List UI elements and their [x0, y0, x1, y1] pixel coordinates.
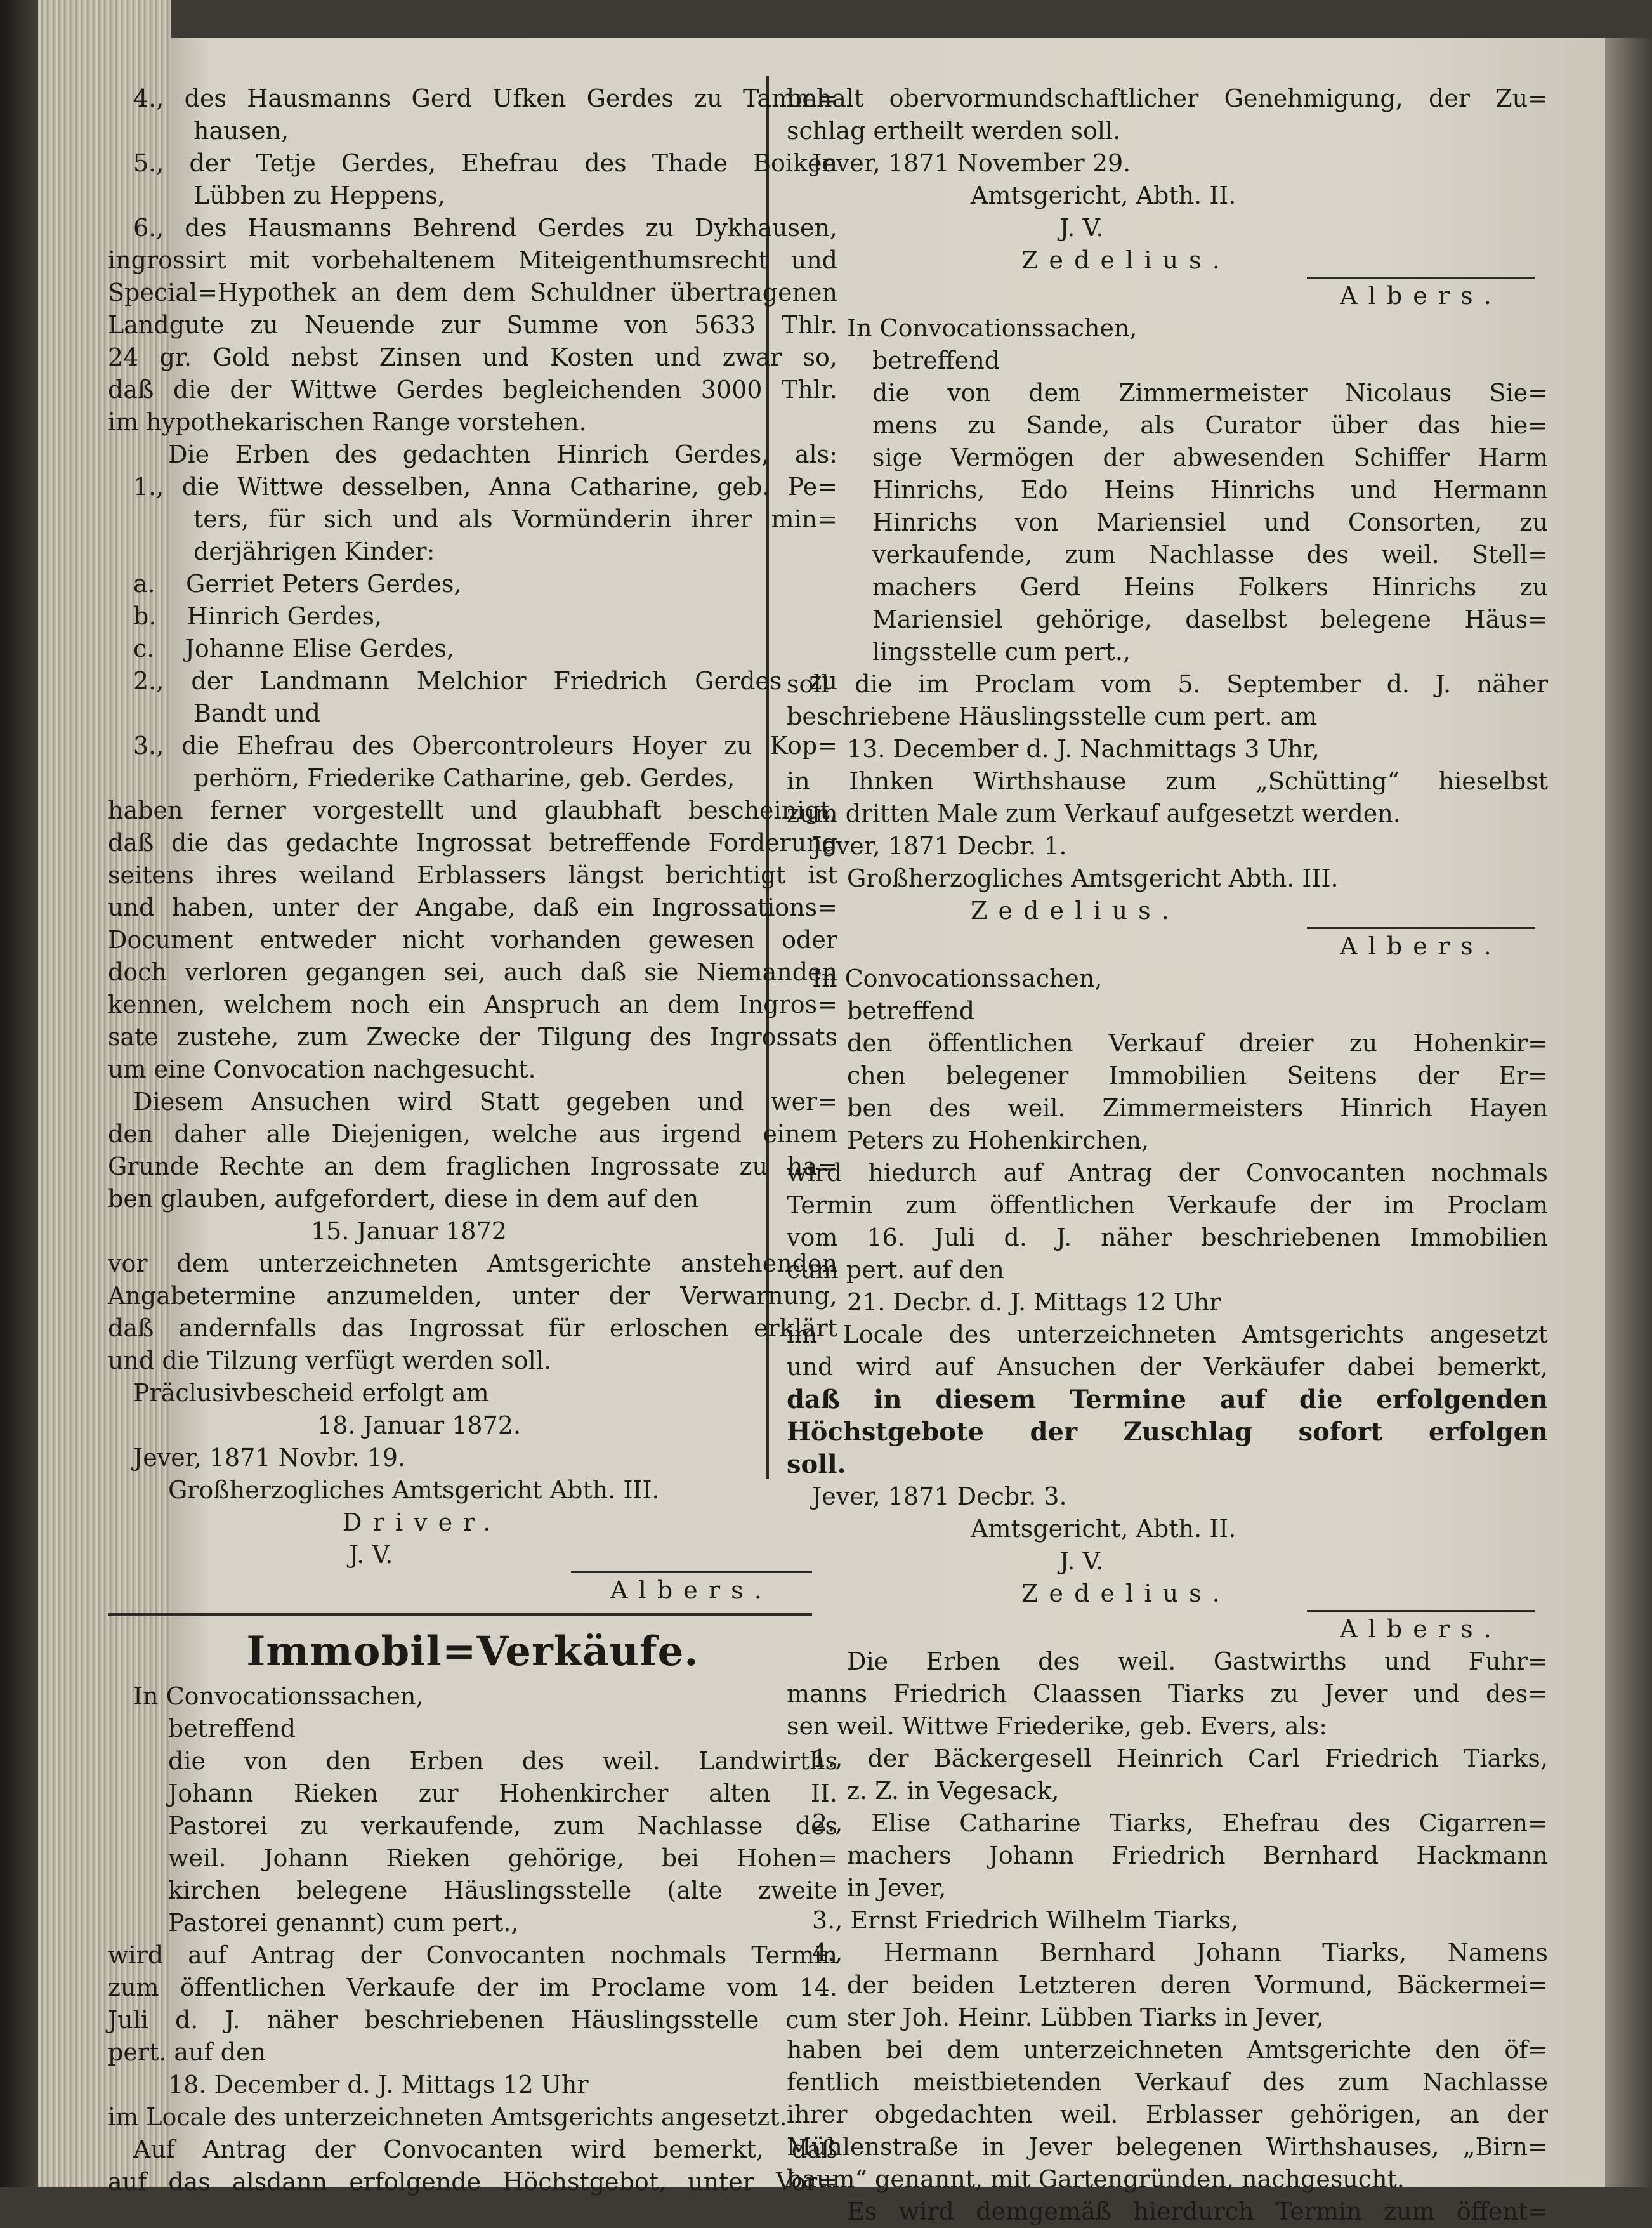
text-line: sen weil. Wittwe Friederike, geb. Evers, als: [787, 1712, 1328, 1740]
clerk-name: Albers. [571, 1571, 812, 1607]
text-line: behalt obervormundschaftlicher Genehmigung, der Zu= [787, 84, 1548, 112]
section-rule [108, 1613, 812, 1616]
text-line: auf das alsdann erfolgende Höchstgebot, unter Vor= [108, 2168, 837, 2196]
text-line: im hypothekarischen Range vorstehen. [108, 408, 587, 436]
text-line: 24 gr. Gold nebst Zinsen und Kosten und zwar so, [108, 343, 837, 371]
text-line: Johann Rieken zur Hohenkircher alten II. [168, 1779, 837, 1807]
iv-line: J. V. [1059, 1547, 1104, 1575]
paragraph [787, 377, 1548, 668]
text-line: b. Hinrich Gerdes, [133, 602, 383, 630]
text-line: sate zustehe, zum Zwecke der Tilgung des Ingrossats [108, 1023, 837, 1051]
text-line: manns Friedrich Claassen Tiarks zu Jever und des= [787, 1680, 1548, 1708]
text-line: Landgute zu Neuende zur Summe von 5633 Thlr. [108, 311, 837, 339]
text-line: Mariensiel gehörige, daselbst belegene Häus= [872, 605, 1548, 633]
text-line: ben des weil. Zimmermeisters Hinrich Hayen [847, 1094, 1548, 1122]
text-line: ben glauben, aufgefordert, diese in dem auf den [108, 1185, 699, 1213]
paragraph [108, 1745, 837, 1939]
court-name: Großherzogliches Amtsgericht Abth. III. [168, 1476, 660, 1504]
text-line: machers Gerd Heins Folkers Hinrichs zu [872, 573, 1548, 601]
text-line: und wird auf Ansuchen der Verkäufer dabei bemerkt, [787, 1353, 1548, 1381]
text-line: Grunde Rechte an dem fraglichen Ingrossate zu ha= [108, 1152, 837, 1180]
text-line: beschriebene Häuslingsstelle cum pert. am [787, 702, 1318, 730]
text-line: cum pert. auf den [787, 1256, 1004, 1284]
text-line: In Convocationssachen, [812, 965, 1103, 992]
text-line: betreffend [847, 997, 975, 1025]
text-line: und die Tilzung verfügt werden soll. [108, 1347, 552, 1374]
place-date: Jever, 1871 Novbr. 19. [133, 1444, 406, 1472]
text-line: fentlich meistbietenden Verkauf des zum Nachlasse [787, 2068, 1548, 2096]
list-item: 4., Hermann Bernhard Johann Tiarks, Namens [812, 1939, 1548, 1967]
text-line: um eine Convocation nachgesucht. [108, 1055, 536, 1083]
text-line: kirchen belegene Häuslingsstelle (alte zweite [168, 1876, 837, 1904]
paragraph [108, 1248, 837, 1377]
text-line: Präclusivbescheid erfolgt am [133, 1379, 489, 1407]
text-line: lingsstelle cum pert., [872, 638, 1131, 666]
text-line: zum dritten Male zum Verkauf aufgesetzt werden. [787, 800, 1401, 827]
paragraph [108, 1086, 837, 1215]
paragraph [787, 2034, 1548, 2196]
text-line: daß die das gedachte Ingrossat betreffende Forderung [108, 829, 837, 857]
judge-name: Zedelius. [1021, 246, 1231, 274]
paragraph [108, 1939, 837, 2069]
paragraph [108, 794, 837, 1086]
text-line: pert. auf den [108, 2038, 266, 2066]
clerk-signature-row [108, 1571, 837, 1607]
text-line: im Locale des unterzeichneten Amtsgerichts angesetzt [787, 1321, 1548, 1348]
bold-notice-line: daß in diesem Termine auf die erfolgenden [787, 1385, 1548, 1414]
text-line: im Locale des unterzeichneten Amtsgerichts angesetzt. [108, 2103, 787, 2131]
list-item: 3., Ernst Friedrich Wilhelm Tiarks, [812, 1906, 1239, 1934]
text-line: ihrer obgedachten weil. Erblasser gehörigen, an der [787, 2100, 1548, 2128]
text-line: 3., die Ehefrau des Obercontroleurs Hoyer zu Kop= [133, 732, 837, 760]
text-line: Mühlenstraße in Jever belegenen Wirthshauses, „Birn= [787, 2133, 1548, 2161]
text-line: wird hiedurch auf Antrag der Convocanten nochmals [787, 1159, 1548, 1187]
text-line: und haben, unter der Angabe, daß ein Ingrossations= [108, 893, 837, 921]
paragraph [787, 1027, 1548, 1157]
text-line: wird auf Antrag der Convocanten nochmals Termin [108, 1941, 837, 1969]
list-item: 2., Elise Catharine Tiarks, Ehefrau des Cigarren= [812, 1809, 1548, 1837]
date-line: 15. Januar 1872 [311, 1217, 507, 1245]
text-line: seitens ihres weiland Erblassers längst berichtigt ist [108, 861, 837, 889]
text-line: Bandt und [193, 699, 321, 727]
list-item: z. Z. in Vegesack, [847, 1777, 1059, 1805]
paragraph [108, 244, 837, 438]
text-line: die von dem Zimmermeister Nicolaus Sie= [872, 379, 1548, 407]
text-line: 4., des Hausmanns Gerd Ufken Gerdes zu Tamm= [133, 84, 837, 112]
list-item: ster Joh. Heinr. Lübben Tiarks in Jever, [847, 2003, 1324, 2031]
text-line: a. Gerriet Peters Gerdes, [133, 570, 462, 598]
text-line: Termin zum öffentlichen Verkaufe der im Proclam [787, 1191, 1548, 1219]
text-line: haben ferner vorgestellt und glaubhaft bescheinigt, [108, 796, 837, 824]
text-line: doch verloren gegangen sei, auch daß sie Niemanden [108, 958, 837, 986]
text-line: Document entweder nicht vorhanden gewesen oder [108, 926, 837, 954]
text-line: Angabetermine anzumelden, unter der Verwarnung, [108, 1282, 837, 1310]
clerk-signature-row [787, 927, 1548, 963]
text-line: sige Vermögen der abwesenden Schiffer Harm [872, 444, 1548, 471]
text-line: In Convocationssachen, [847, 314, 1137, 342]
court-name: Amtsgericht, Abth. II. [971, 1515, 1236, 1543]
date-line: 18. Januar 1872. [317, 1411, 521, 1439]
text-line: 1., die Wittwe desselben, Anna Catharine, geb. Pe= [133, 473, 837, 501]
text-line: die von den Erben des weil. Landwirths [168, 1747, 837, 1775]
clerk-signature-row [787, 1610, 1548, 1645]
text-line: Hinrichs von Mariensiel und Consorten, zu [872, 508, 1548, 536]
heirs-list [787, 1743, 1548, 2034]
text-line: betreffend [168, 1715, 296, 1743]
iv-line: J. V. [349, 1541, 393, 1569]
text-line: Die Erben des gedachten Hinrich Gerdes, als: [168, 440, 837, 468]
clerk-name: Albers. [1307, 1610, 1535, 1645]
text-line: Pastorei zu verkaufende, zum Nachlasse des [168, 1812, 837, 1840]
text-line: 6., des Hausmanns Behrend Gerdes zu Dykhausen, [133, 214, 837, 242]
text-line: daß andernfalls das Ingrossat für erloschen erklärt [108, 1314, 837, 1342]
list-item: machers Johann Friedrich Bernhard Hackmann [847, 1842, 1548, 1869]
text-line: betreffend [872, 346, 1000, 374]
text-line: Lübben zu Heppens, [193, 181, 445, 209]
clerk-name: Albers. [1307, 927, 1535, 963]
text-line: Hinrichs, Edo Heins Hinrichs und Hermann [872, 476, 1548, 504]
place-date: Jever, 1871 Decbr. 1. [812, 832, 1067, 860]
section-heading: Immobil=Verkäufe. [246, 1628, 699, 1675]
text-line: den öffentlichen Verkauf dreier zu Hohenkir= [847, 1029, 1548, 1057]
text-line: verkaufende, zum Nachlasse des weil. Stell= [872, 541, 1548, 569]
text-line: chen belegener Immobilien Seitens der Er= [847, 1062, 1548, 1090]
text-line: haben bei dem unterzeichneten Amtsgerichte den öf= [787, 2036, 1548, 2064]
text-line: kennen, welchem noch ein Anspruch an dem Ingros= [108, 991, 837, 1018]
text-line: Peters zu Hohenkirchen, [847, 1126, 1150, 1154]
text-line: In Convocationssachen, [133, 1682, 424, 1710]
place-date: Jever, 1871 Decbr. 3. [812, 1482, 1067, 1510]
text-line: perhörn, Friederike Catharine, geb. Gerdes, [193, 764, 735, 792]
text-line: vor dem unterzeichneten Amtsgerichte anstehenden [108, 1249, 837, 1277]
text-line: c. Johanne Elise Gerdes, [133, 635, 454, 662]
judge-name: Zedelius. [1021, 1579, 1231, 1607]
text-line: Diesem Ansuchen wird Statt gegeben und wer= [133, 1088, 837, 1116]
bold-notice-line: soll. [787, 1449, 846, 1479]
left-column [108, 82, 837, 2198]
text-line: ingrossirt mit vorbehaltenem Miteigenthumsrecht und [108, 246, 837, 274]
bold-notice-line: Höchstgebote der Zuschlag sofort erfolgen [787, 1417, 1548, 1447]
text-line: den daher alle Diejenigen, welche aus irgend einem [108, 1120, 837, 1148]
text-line: 2., der Landmann Melchior Friedrich Gerdes zu [133, 667, 837, 695]
text-line: daß die der Wittwe Gerdes begleichenden 3000 Thlr. [108, 376, 837, 404]
text-line: weil. Johann Rieken gehörige, bei Hohen= [168, 1844, 837, 1872]
text-line: Juli d. J. näher beschriebenen Häuslingsstelle cum [108, 2006, 837, 2034]
text-line: zum öffentlichen Verkaufe der im Proclame vom 14. [108, 1974, 837, 2001]
text-line: Special=Hypothek an dem dem Schuldner übertragenen [108, 279, 837, 307]
text-line: ters, für sich und als Vormünderin ihrer min= [193, 505, 837, 533]
court-name: Großherzogliches Amtsgericht Abth. III. [847, 864, 1339, 892]
text-line: schlag ertheilt werden soll. [787, 117, 1121, 145]
list-item: der beiden Letzteren deren Vormund, Bäckermei= [847, 1971, 1548, 1999]
text-line: in Ihnken Wirthshause zum „Schütting“ hieselbst [787, 767, 1548, 795]
text-line: Pastorei genannt) cum pert., [168, 1909, 519, 1937]
list-item: 1., der Bäckergesell Heinrich Carl Friedrich Tiarks, [812, 1744, 1548, 1772]
paragraph [787, 1645, 1548, 1743]
text-line: hausen, [193, 117, 289, 145]
heirs-list-cont [108, 82, 837, 244]
date-line: 13. December d. J. Nachmittags 3 Uhr, [847, 735, 1320, 763]
place-date: Jever, 1871 November 29. [812, 149, 1131, 177]
text-line: mens zu Sande, als Curator über das hie= [872, 411, 1548, 439]
text-line: soll die im Proclam vom 5. September d. J. näher [787, 670, 1548, 698]
clerk-signature-row [787, 277, 1548, 312]
court-name: Amtsgericht, Abth. II. [971, 181, 1236, 209]
text-line: Es wird demgemäß hierdurch Termin zum öffent= [847, 2198, 1548, 2225]
judge-name: Zedelius. [971, 897, 1180, 925]
text-line: Auf Antrag der Convocanten wird bemerkt, daß [133, 2135, 837, 2163]
iv-line: J. V. [1059, 214, 1104, 242]
right-column [787, 82, 1548, 2228]
text-line: Die Erben des weil. Gastwirths und Fuhr= [847, 1647, 1548, 1675]
date-line: 21. Decbr. d. J. Mittags 12 Uhr [847, 1288, 1221, 1316]
text-line: 5., der Tetje Gerdes, Ehefrau des Thade Boiken [133, 149, 837, 177]
text-line: baum“ genannt, mit Gartengründen, nachgesucht. [787, 2165, 1405, 2193]
list-item: in Jever, [847, 1874, 947, 1902]
text-line: vom 16. Juli d. J. näher beschriebenen Immobilien [787, 1223, 1548, 1251]
text-line: derjährigen Kinder: [193, 537, 435, 565]
date-line: 18. December d. J. Mittags 12 Uhr [168, 2071, 589, 2099]
judge-name: Driver. [343, 1508, 502, 1536]
page-right-edge [1605, 38, 1652, 2187]
clerk-name: Albers. [1307, 277, 1535, 312]
